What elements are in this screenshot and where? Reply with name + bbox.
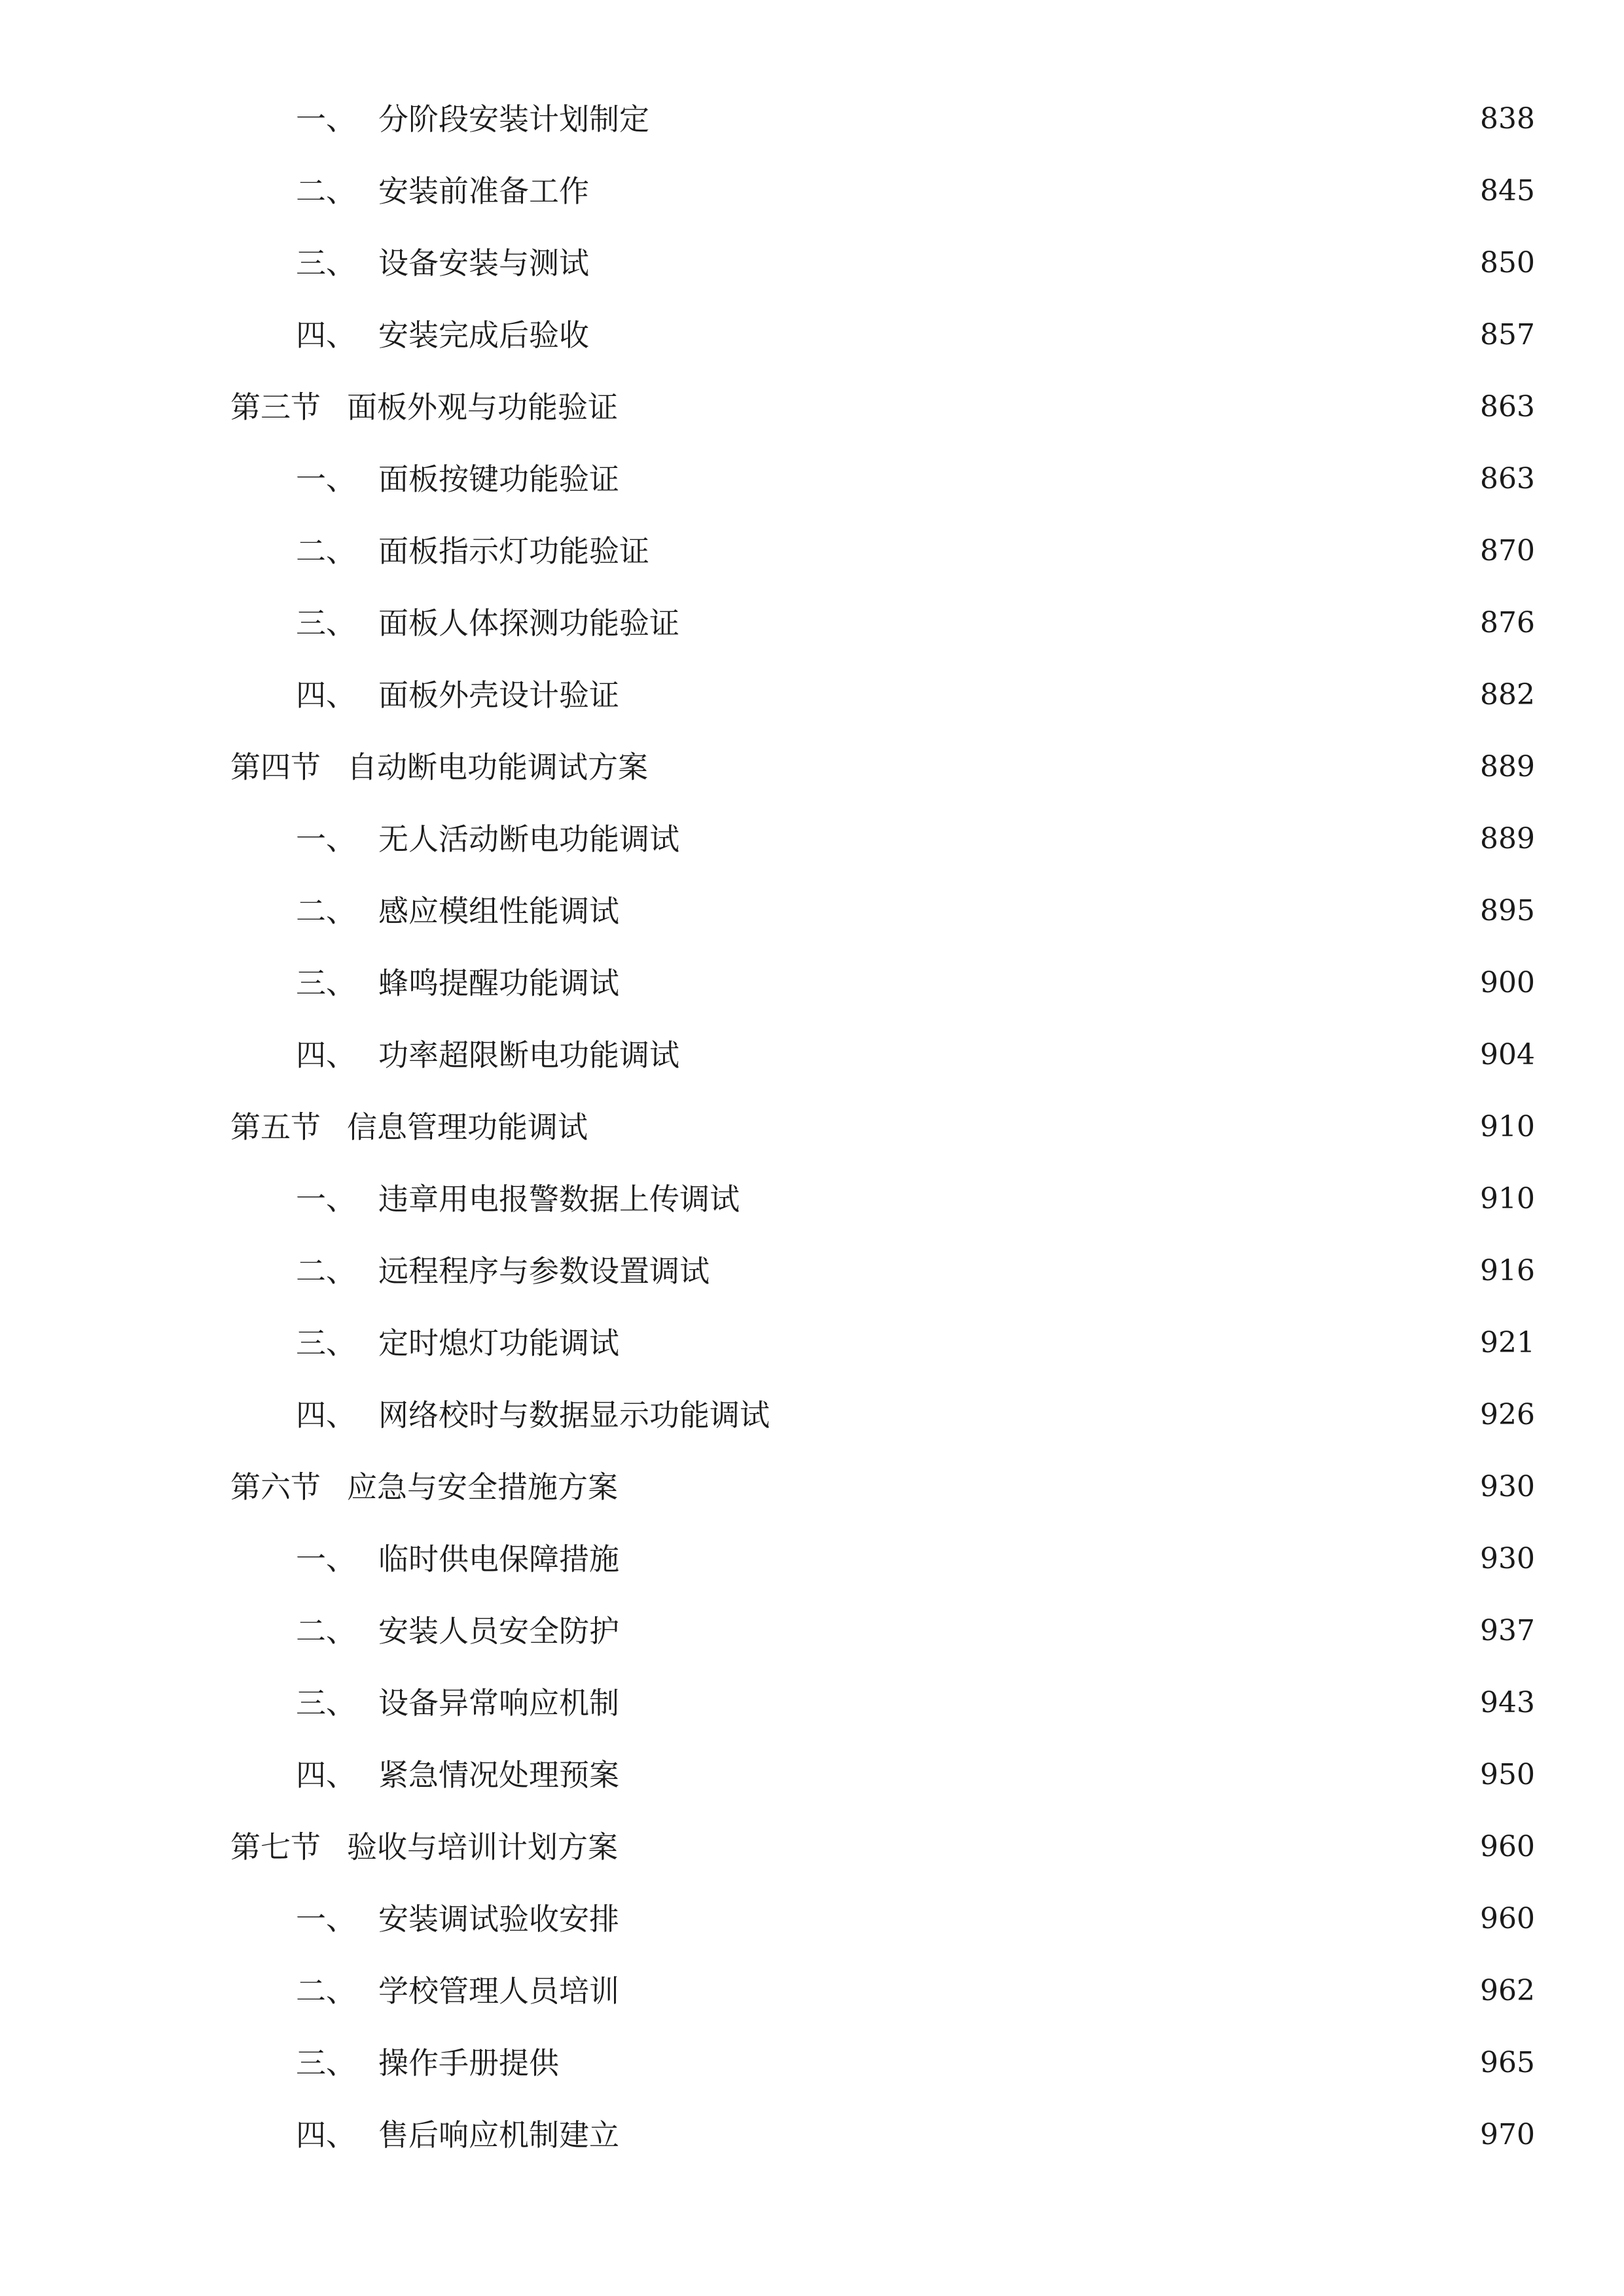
toc-entry[interactable] (296, 93, 1535, 145)
dot-leader (597, 237, 1471, 289)
toc-entry[interactable] (296, 1677, 1535, 1729)
dot-leader (627, 453, 1471, 505)
toc-entry-number: 三、 (296, 245, 356, 281)
dot-leader (627, 669, 1471, 721)
dot-leader (657, 525, 1471, 577)
toc-entry[interactable] (296, 2037, 1535, 2089)
toc-entry-page-number: 930 (1480, 1542, 1535, 1575)
toc-entry-number: 二、 (296, 533, 356, 569)
toc-entry-title: 安装人员安全防护 (378, 1613, 619, 1649)
toc-section-title: 应急与安全措施方案 (347, 1469, 618, 1505)
toc-entry-page-number: 850 (1480, 246, 1535, 279)
toc-entry-page-number: 943 (1480, 1686, 1535, 1719)
toc-entry-number: 二、 (296, 173, 356, 209)
toc-entry-title: 设备异常响应机制 (378, 1685, 619, 1721)
dot-leader (778, 1389, 1471, 1441)
toc-entry[interactable] (296, 1893, 1535, 1945)
toc-entry[interactable] (296, 1389, 1535, 1441)
toc-entry-page-number: 863 (1480, 390, 1535, 423)
toc-entry-title: 设备安装与测试 (378, 245, 589, 281)
toc-entry-title: 面板外壳设计验证 (378, 677, 619, 713)
toc-entry-number: 三、 (296, 1325, 356, 1361)
dot-leader (717, 1245, 1471, 1297)
toc-entry-page-number: 937 (1480, 1614, 1535, 1647)
toc-entry[interactable] (296, 597, 1535, 649)
dot-leader (627, 1749, 1471, 1801)
toc-entry-title: 学校管理人员培训 (378, 1973, 619, 2009)
toc-entry-number: 四、 (296, 317, 356, 353)
toc-entry[interactable] (296, 165, 1535, 217)
toc-entry[interactable] (296, 669, 1535, 721)
toc-entry-number: 四、 (296, 1037, 356, 1073)
toc-entry[interactable] (296, 1173, 1535, 1225)
toc-section-title: 信息管理功能调试 (347, 1109, 588, 1145)
toc-entry[interactable] (296, 1533, 1535, 1585)
toc-entry-page-number: 910 (1480, 1110, 1535, 1143)
toc-entry-title: 安装完成后验收 (378, 317, 589, 353)
toc-entry-page-number: 863 (1480, 462, 1535, 495)
toc-section-entry[interactable] (230, 1461, 1535, 1513)
toc-entry-title: 面板人体探测功能验证 (378, 605, 679, 641)
toc-entry[interactable] (296, 1749, 1535, 1801)
dot-leader (627, 957, 1471, 1009)
toc-entry-number: 二、 (296, 893, 356, 929)
dot-leader (656, 741, 1471, 793)
toc-entry-title: 操作手册提供 (378, 2045, 559, 2081)
toc-entry[interactable] (296, 453, 1535, 505)
toc-entry-title: 远程程序与参数设置调试 (378, 1253, 710, 1289)
toc-entry[interactable] (296, 309, 1535, 361)
toc-entry-number: 三、 (296, 1685, 356, 1721)
toc-section-title: 验收与培训计划方案 (347, 1829, 618, 1865)
toc-entry-page-number: 926 (1480, 1398, 1535, 1431)
toc-entry-page-number: 882 (1480, 678, 1535, 711)
dot-leader (627, 1965, 1471, 2017)
dot-leader (567, 2037, 1471, 2089)
toc-section-number: 第六节 (230, 1469, 321, 1505)
toc-entry-title: 售后响应机制建立 (378, 2117, 619, 2153)
toc-entry-number: 四、 (296, 1757, 356, 1793)
dot-leader (627, 885, 1471, 937)
toc-section-entry[interactable] (230, 381, 1535, 433)
toc-section-number: 第三节 (230, 389, 321, 425)
dot-leader (627, 1677, 1471, 1729)
toc-entry-page-number: 950 (1480, 1758, 1535, 1791)
toc-entry-number: 三、 (296, 965, 356, 1001)
toc-entry-title: 功率超限断电功能调试 (378, 1037, 679, 1073)
toc-entry-title: 违章用电报警数据上传调试 (378, 1181, 740, 1217)
dot-leader (626, 381, 1471, 433)
dot-leader (597, 309, 1471, 361)
dot-leader (627, 1317, 1471, 1369)
toc-entry-number: 三、 (296, 605, 356, 641)
toc-entry[interactable] (296, 1245, 1535, 1297)
toc-entry-number: 一、 (296, 1541, 356, 1577)
toc-entry-title: 紧急情况处理预案 (378, 1757, 619, 1793)
toc-entry-page-number: 889 (1480, 822, 1535, 855)
toc-entry-number: 一、 (296, 1901, 356, 1937)
toc-entry-title: 无人活动断电功能调试 (378, 821, 679, 857)
toc-entry[interactable] (296, 525, 1535, 577)
toc-entry[interactable] (296, 1029, 1535, 1081)
toc-entry-title: 网络校时与数据显示功能调试 (378, 1397, 770, 1433)
toc-section-title: 自动断电功能调试方案 (347, 749, 648, 785)
toc-entry[interactable] (296, 2109, 1535, 2161)
toc-entry-page-number: 910 (1480, 1182, 1535, 1215)
toc-entry-title: 面板指示灯功能验证 (378, 533, 649, 569)
dot-leader (687, 1029, 1471, 1081)
toc-entry-page-number: 965 (1480, 2046, 1535, 2079)
dot-leader (627, 1605, 1471, 1657)
toc-section-title: 面板外观与功能验证 (347, 389, 618, 425)
toc-entry-page-number: 857 (1480, 318, 1535, 351)
toc-entry-title: 安装调试验收安排 (378, 1901, 619, 1937)
toc-entry[interactable] (296, 237, 1535, 289)
dot-leader (627, 2109, 1471, 2161)
dot-leader (687, 813, 1471, 865)
dot-leader (627, 1533, 1471, 1585)
toc-entry[interactable] (296, 813, 1535, 865)
dot-leader (657, 93, 1471, 145)
toc-entry[interactable] (296, 885, 1535, 937)
toc-entry-page-number: 895 (1480, 894, 1535, 927)
dot-leader (597, 165, 1471, 217)
toc-entry-number: 二、 (296, 1973, 356, 2009)
toc-entry-page-number: 889 (1480, 750, 1535, 783)
toc-entry-page-number: 916 (1480, 1254, 1535, 1287)
toc-entry-title: 面板按键功能验证 (378, 461, 619, 497)
toc-entry[interactable] (296, 1605, 1535, 1657)
toc-entry-page-number: 870 (1480, 534, 1535, 567)
dot-leader (627, 1893, 1471, 1945)
toc-section-entry[interactable] (230, 1821, 1535, 1873)
toc-entry-number: 三、 (296, 2045, 356, 2081)
toc-entry-number: 一、 (296, 461, 356, 497)
dot-leader (626, 1461, 1471, 1513)
dot-leader (596, 1101, 1471, 1153)
toc-section-number: 第七节 (230, 1829, 321, 1865)
toc-entry-page-number: 838 (1480, 102, 1535, 135)
toc-entry-title: 分阶段安装计划制定 (378, 101, 649, 137)
toc-entry[interactable] (296, 1317, 1535, 1369)
toc-entry-title: 安装前准备工作 (378, 173, 589, 209)
toc-entry-title: 临时供电保障措施 (378, 1541, 619, 1577)
toc-entry-page-number: 921 (1480, 1326, 1535, 1359)
toc-entry-page-number: 904 (1480, 1038, 1535, 1071)
dot-leader (626, 1821, 1471, 1873)
toc-entry-number: 一、 (296, 101, 356, 137)
toc-entry-number: 二、 (296, 1253, 356, 1289)
toc-entry-title: 定时熄灯功能调试 (378, 1325, 619, 1361)
toc-entry-number: 一、 (296, 821, 356, 857)
toc-entry-page-number: 962 (1480, 1974, 1535, 2007)
toc-entry-number: 四、 (296, 677, 356, 713)
toc-entry-number: 四、 (296, 1397, 356, 1433)
dot-leader (748, 1173, 1471, 1225)
dot-leader (687, 597, 1471, 649)
toc-entry-page-number: 930 (1480, 1470, 1535, 1503)
toc-section-entry[interactable] (230, 741, 1535, 793)
toc-entry[interactable] (296, 957, 1535, 1009)
toc-entry-page-number: 876 (1480, 606, 1535, 639)
toc-entry-page-number: 970 (1480, 2118, 1535, 2151)
toc-entry-number: 二、 (296, 1613, 356, 1649)
toc-entry-page-number: 845 (1480, 174, 1535, 207)
toc-entry-title: 蜂鸣提醒功能调试 (378, 965, 619, 1001)
toc-entry[interactable] (296, 1965, 1535, 2017)
toc-entry-number: 四、 (296, 2117, 356, 2153)
toc-entry-number: 一、 (296, 1181, 356, 1217)
toc-entry-page-number: 900 (1480, 966, 1535, 999)
toc-entry-title: 感应模组性能调试 (378, 893, 619, 929)
toc-section-entry[interactable] (230, 1101, 1535, 1153)
toc-entry-page-number: 960 (1480, 1902, 1535, 1935)
toc-section-number: 第五节 (230, 1109, 321, 1145)
toc-section-number: 第四节 (230, 749, 321, 785)
toc-entry-page-number: 960 (1480, 1830, 1535, 1863)
